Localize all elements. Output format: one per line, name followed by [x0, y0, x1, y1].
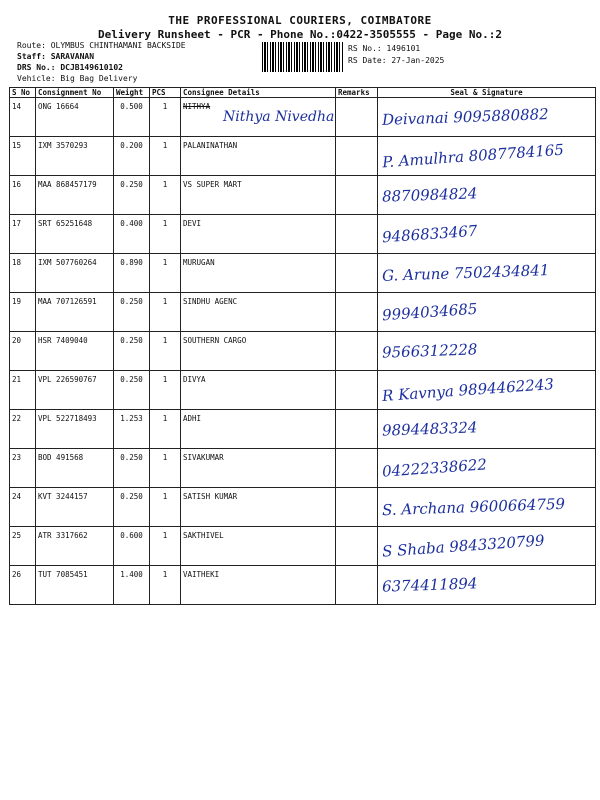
cell-consignment	[36, 371, 114, 410]
cell-pcs	[150, 254, 181, 293]
signature-cell	[378, 527, 596, 566]
cell-consignee	[181, 566, 336, 605]
sno-value: 15	[12, 141, 22, 150]
pcs-value: 1	[162, 141, 168, 150]
cell-consignment	[36, 332, 114, 371]
cell-sno	[10, 566, 36, 605]
consignee-value: DIVYA	[183, 375, 206, 384]
cell-remarks	[336, 254, 378, 293]
cell-pcs	[150, 488, 181, 527]
signature-cell	[378, 332, 596, 371]
cell-consignment	[36, 176, 114, 215]
handwritten-signature: S. Archana 9600664759	[381, 494, 566, 520]
handwritten-signature: Deivanai 9095880882	[381, 105, 549, 129]
table-row	[10, 137, 596, 176]
cell-sno	[10, 98, 36, 137]
sno-value: 22	[12, 414, 22, 423]
route-label: Route: OLYMBUS CHINTHAMANI BACKSIDE	[17, 41, 186, 50]
cell-consignment	[36, 566, 114, 605]
table-row	[10, 566, 596, 605]
pcs-value: 1	[162, 531, 168, 540]
consignee-value: SIVAKUMAR	[183, 453, 224, 462]
cell-consignment	[36, 215, 114, 254]
cell-weight	[114, 137, 150, 176]
cell-sno	[10, 371, 36, 410]
cell-remarks	[336, 488, 378, 527]
cell-weight	[114, 293, 150, 332]
cell-sno	[10, 176, 36, 215]
pcs-value: 1	[162, 453, 168, 462]
cell-weight	[114, 215, 150, 254]
runsheet-title: Delivery Runsheet - PCR - Phone No.:0422-3505555 - Page No.:2	[98, 28, 502, 41]
cell-remarks	[336, 371, 378, 410]
weight-value: 0.250	[120, 453, 143, 462]
signature-cell	[378, 215, 596, 254]
signature-cell	[378, 488, 596, 527]
consignment-value: VPL 522718493	[38, 414, 97, 423]
consignment-value: KVT 3244157	[38, 492, 88, 501]
cell-remarks	[336, 332, 378, 371]
weight-value: 0.890	[120, 258, 143, 267]
consignment-value: VPL 226590767	[38, 375, 97, 384]
cell-weight	[114, 371, 150, 410]
signature-cell	[378, 566, 596, 605]
cell-pcs	[150, 410, 181, 449]
consignment-value: ATR 3317662	[38, 531, 88, 540]
col-remarks: Remarks	[336, 88, 378, 98]
cell-sno	[10, 527, 36, 566]
weight-value: 0.250	[120, 375, 143, 384]
vehicle-label: Vehicle: Big Bag Delivery	[17, 74, 138, 83]
col-weight: Weight	[114, 88, 150, 98]
cell-pcs	[150, 98, 181, 137]
cell-pcs	[150, 176, 181, 215]
table-row	[10, 527, 596, 566]
consignment-value: ONG 16664	[38, 102, 79, 111]
handwritten-signature: 9894483324	[381, 418, 478, 440]
cell-consignee	[181, 410, 336, 449]
cell-consignment	[36, 410, 114, 449]
consignment-value: MAA 868457179	[38, 180, 97, 189]
cell-weight	[114, 176, 150, 215]
weight-value: 0.200	[120, 141, 143, 150]
pcs-value: 1	[162, 492, 168, 501]
pcs-value: 1	[162, 219, 168, 228]
weight-value: 0.600	[120, 531, 143, 540]
sno-value: 14	[12, 102, 22, 111]
weight-value: 1.253	[120, 414, 143, 423]
table-row	[10, 254, 596, 293]
cell-sno	[10, 293, 36, 332]
handwritten-signature: 6374411894	[381, 574, 478, 596]
cell-pcs	[150, 332, 181, 371]
cell-weight	[114, 566, 150, 605]
consignment-value: HSR 7409040	[38, 336, 88, 345]
handwritten-signature: 8870984824	[381, 184, 478, 206]
drs-number: DRS No.: DCJB149610102	[17, 63, 123, 72]
pcs-value: 1	[162, 414, 168, 423]
cell-remarks	[336, 98, 378, 137]
cell-consignee	[181, 332, 336, 371]
handwritten-signature: R Kavnya 9894462243	[381, 375, 555, 405]
table-row	[10, 410, 596, 449]
cell-consignment	[36, 527, 114, 566]
cell-sno	[10, 410, 36, 449]
weight-value: 0.250	[120, 492, 143, 501]
cell-weight	[114, 527, 150, 566]
cell-remarks	[336, 215, 378, 254]
runsheet-table	[9, 87, 596, 605]
signature-cell	[378, 371, 596, 410]
handwritten-signature: S Shaba 9843320799	[381, 531, 546, 561]
cell-consignment	[36, 98, 114, 137]
handwritten-signature: 9994034685	[381, 299, 478, 325]
handwritten-signature: P. Amulhra 8087784165	[381, 140, 565, 172]
pcs-value: 1	[162, 180, 168, 189]
handwritten-note: Nithya Nivedha	[223, 109, 335, 125]
cell-consignee	[181, 449, 336, 488]
cell-pcs	[150, 137, 181, 176]
consignment-value: IXM 507760264	[38, 258, 97, 267]
table-row	[10, 176, 596, 215]
sno-value: 25	[12, 531, 22, 540]
cell-consignment	[36, 449, 114, 488]
col-consignee: Consignee Details	[181, 88, 336, 98]
cell-remarks	[336, 449, 378, 488]
cell-remarks	[336, 566, 378, 605]
cell-remarks	[336, 137, 378, 176]
cell-sno	[10, 215, 36, 254]
signature-cell	[378, 293, 596, 332]
weight-value: 1.400	[120, 570, 143, 579]
consignee-value: VS SUPER MART	[183, 180, 242, 189]
table-row	[10, 215, 596, 254]
cell-sno	[10, 449, 36, 488]
weight-value: 0.250	[120, 336, 143, 345]
consignee-value: SINDHU AGENC	[183, 297, 238, 306]
consignee-value: DEVI	[183, 219, 202, 228]
sno-value: 23	[12, 453, 22, 462]
col-pcs: PCS	[150, 88, 181, 98]
cell-consignee	[181, 488, 336, 527]
sno-value: 16	[12, 180, 22, 189]
cell-consignee	[181, 254, 336, 293]
cell-consignee	[181, 137, 336, 176]
staff-label: Staff: SARAVANAN	[17, 52, 95, 61]
cell-consignment	[36, 137, 114, 176]
cell-weight	[114, 254, 150, 293]
barcode	[262, 42, 344, 72]
table-row	[10, 98, 596, 137]
cell-remarks	[336, 293, 378, 332]
cell-pcs	[150, 566, 181, 605]
consignment-value: SRT 65251648	[38, 219, 93, 228]
cell-sno	[10, 332, 36, 371]
cell-remarks	[336, 527, 378, 566]
cell-weight	[114, 488, 150, 527]
signature-cell	[378, 176, 596, 215]
cell-consignee	[181, 215, 336, 254]
handwritten-signature: 04222338622	[381, 455, 488, 481]
cell-pcs	[150, 449, 181, 488]
pcs-value: 1	[162, 258, 168, 267]
cell-weight	[114, 332, 150, 371]
cell-consignment	[36, 488, 114, 527]
consignment-value: IXM 3570293	[38, 141, 88, 150]
cell-pcs	[150, 527, 181, 566]
pcs-value: 1	[162, 375, 168, 384]
sno-value: 18	[12, 258, 22, 267]
weight-value: 0.400	[120, 219, 143, 228]
signature-cell	[378, 449, 596, 488]
sno-value: 20	[12, 336, 22, 345]
handwritten-signature: 9566312228	[381, 340, 478, 362]
weight-value: 0.250	[120, 180, 143, 189]
cell-weight	[114, 449, 150, 488]
cell-remarks	[336, 410, 378, 449]
cell-sno	[10, 137, 36, 176]
consignee-value: PALANINATHAN	[183, 141, 238, 150]
cell-consignee	[181, 527, 336, 566]
handwritten-signature: G. Arune 7502434841	[381, 261, 550, 285]
table-row	[10, 488, 596, 527]
table-row	[10, 371, 596, 410]
rs-date: RS Date: 27-Jan-2025	[348, 56, 445, 65]
table-row	[10, 449, 596, 488]
cell-consignee	[181, 293, 336, 332]
table-row	[10, 332, 596, 371]
sno-value: 19	[12, 297, 22, 306]
consignment-value: MAA 707126591	[38, 297, 97, 306]
signature-cell	[378, 254, 596, 293]
cell-pcs	[150, 371, 181, 410]
consignee-value: NITHYA	[183, 102, 211, 111]
cell-consignment	[36, 293, 114, 332]
cell-sno	[10, 488, 36, 527]
cell-weight	[114, 410, 150, 449]
cell-consignment	[36, 254, 114, 293]
handwritten-signature: 9486833467	[381, 221, 478, 247]
consignee-value: MURUGAN	[183, 258, 215, 267]
cell-pcs	[150, 215, 181, 254]
cell-pcs	[150, 293, 181, 332]
table-header	[10, 88, 596, 98]
sno-value: 24	[12, 492, 22, 501]
col-sno: S No	[10, 88, 36, 98]
pcs-value: 1	[162, 297, 168, 306]
pcs-value: 1	[162, 102, 168, 111]
weight-value: 0.250	[120, 297, 143, 306]
cell-consignee	[181, 176, 336, 215]
sno-value: 26	[12, 570, 22, 579]
cell-weight	[114, 98, 150, 137]
weight-value: 0.500	[120, 102, 143, 111]
signature-cell	[378, 98, 596, 137]
consignment-value: BOD 491568	[38, 453, 84, 462]
consignee-value: ADHI	[183, 414, 202, 423]
col-consignment: Consignment No	[36, 88, 114, 98]
sno-value: 17	[12, 219, 22, 228]
company-name: THE PROFESSIONAL COURIERS, COIMBATORE	[168, 14, 432, 27]
rs-number: RS No.: 1496101	[348, 44, 421, 53]
col-signature: Seal & Signature	[378, 88, 596, 98]
cell-consignee	[181, 371, 336, 410]
consignee-value: SOUTHERN CARGO	[183, 336, 247, 345]
table-row	[10, 293, 596, 332]
cell-consignee	[181, 98, 336, 137]
pcs-value: 1	[162, 570, 168, 579]
cell-remarks	[336, 176, 378, 215]
pcs-value: 1	[162, 336, 168, 345]
signature-cell	[378, 410, 596, 449]
consignee-value: SATISH KUMAR	[183, 492, 238, 501]
sno-value: 21	[12, 375, 22, 384]
consignee-value: VAITHEKI	[183, 570, 220, 579]
cell-sno	[10, 254, 36, 293]
consignment-value: TUT 7085451	[38, 570, 88, 579]
signature-cell	[378, 137, 596, 176]
consignee-value: SAKTHIVEL	[183, 531, 224, 540]
